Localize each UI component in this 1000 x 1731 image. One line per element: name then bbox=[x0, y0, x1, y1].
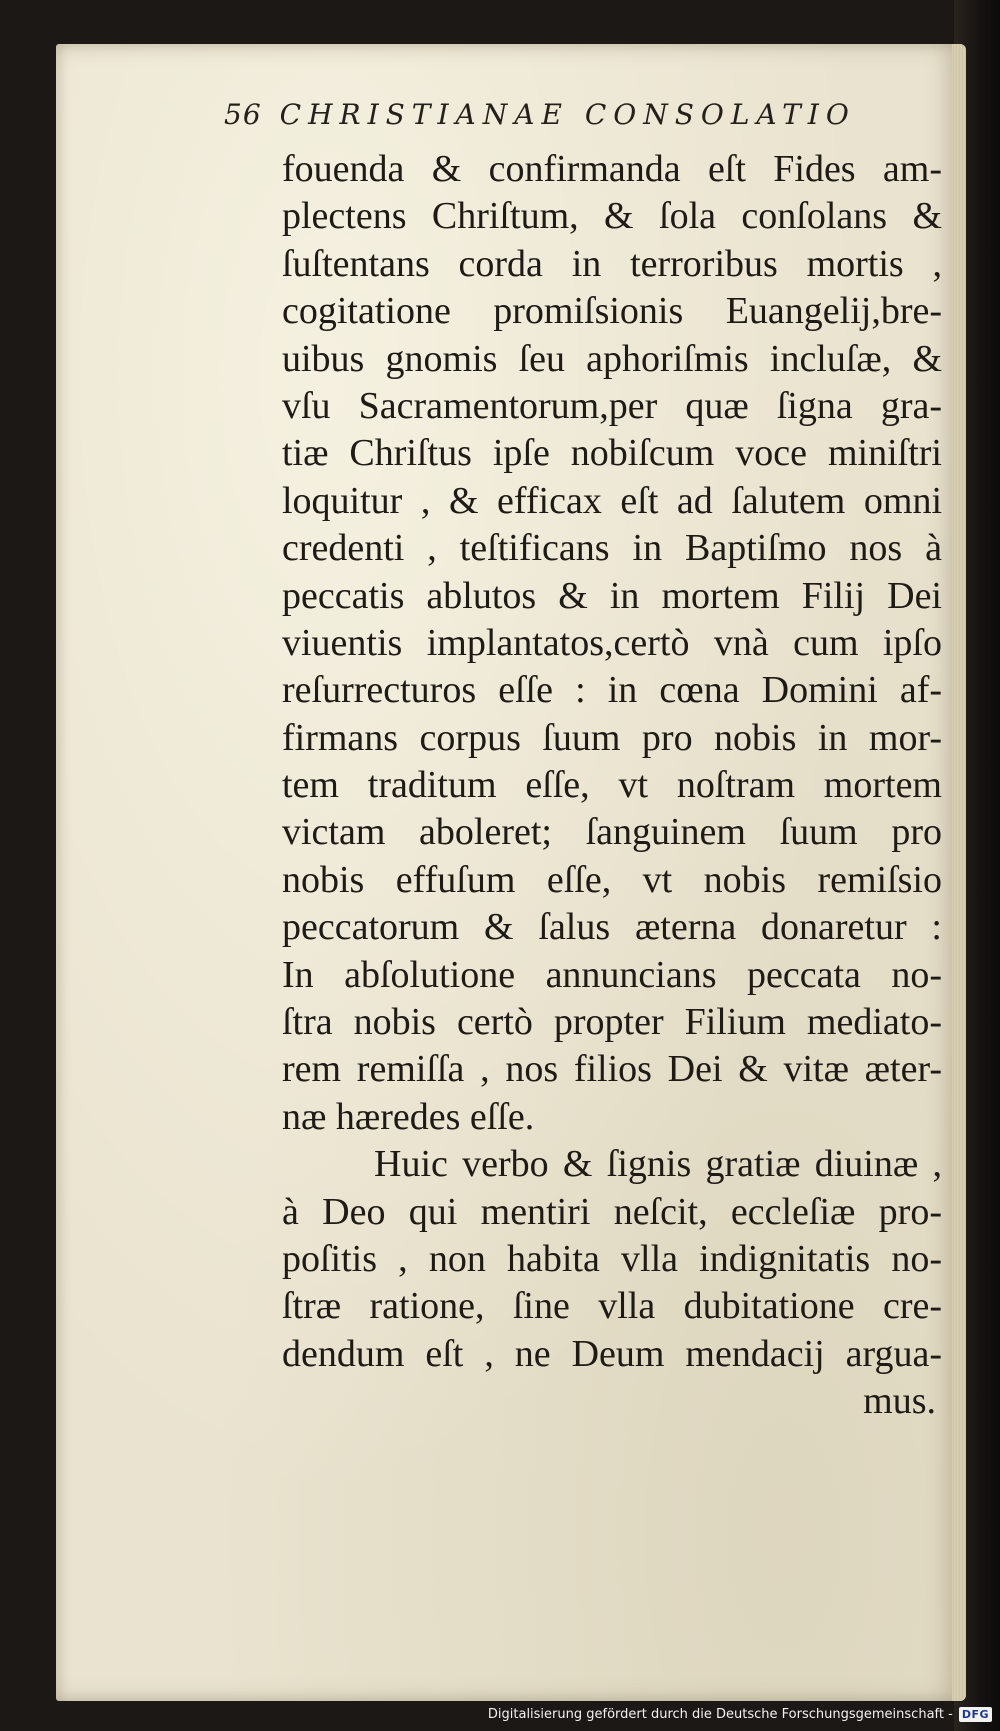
dfg-logo: DFG bbox=[959, 1707, 992, 1722]
text-line: firmans corpus ſuum pro nobis in mor- bbox=[282, 716, 942, 759]
text-line: poſitis , non habita vlla indignitatis no- bbox=[282, 1237, 942, 1280]
footer-credit: Digitalisierung gefördert durch die Deutsche Forschungsgemeinschaft - bbox=[487, 1706, 953, 1722]
text-line: næ hæredes eſſe. bbox=[282, 1095, 535, 1138]
text-line: victam aboleret; ſanguinem ſuum pro bbox=[282, 811, 942, 854]
digitization-footer bbox=[488, 1703, 992, 1725]
page-number: 56 bbox=[224, 98, 262, 131]
text-line: ſtra nobis certò propter Filium mediato- bbox=[282, 1001, 942, 1044]
text-line: tem traditum eſſe, vt noſtram mortem bbox=[282, 764, 942, 807]
text-line: tiæ Chriſtus ipſe nobiſcum voce miniſtri bbox=[282, 432, 942, 475]
text-line: rem remiſſa , nos filios Dei & vitæ æter- bbox=[282, 1048, 942, 1091]
text-line: viuentis implantatos,certò vnà cum ipſo bbox=[282, 621, 942, 664]
text-line: ſtræ ratione, ſine vlla dubitatione cre- bbox=[282, 1285, 942, 1328]
text-line: reſurrecturos eſſe : in cœna Domini af- bbox=[282, 669, 942, 712]
text-line: loquitur , & efficax eſt ad ſalutem omni bbox=[282, 479, 942, 522]
text-line: vſu Sacramentorum,per quæ ſigna gra- bbox=[282, 384, 942, 427]
text-line: peccatorum & ſalus æterna donaretur : bbox=[282, 906, 942, 949]
body-text bbox=[282, 146, 942, 1426]
catchword: mus. bbox=[863, 1380, 936, 1423]
text-line: nobis effuſum eſſe, vt nobis remiſsio bbox=[282, 858, 942, 901]
text-line: In abſolutione annuncians peccata no- bbox=[282, 953, 942, 996]
text-line: cogitatione promiſsionis Euangelij,bre- bbox=[282, 290, 942, 333]
text-line: peccatis ablutos & in mortem Filij Dei bbox=[282, 574, 942, 617]
text-line: uibus gnomis ſeu aphoriſmis incluſæ, & bbox=[282, 337, 942, 380]
text-line: Huic verbo & ſignis gratiæ diuinæ , bbox=[374, 1143, 942, 1186]
text-line: plectens Chriſtum, & ſola conſolans & bbox=[282, 195, 942, 238]
text-line: dendum eſt , ne Deum mendacij argua- bbox=[282, 1332, 942, 1375]
text-line: à Deo qui mentiri neſcit, eccleſiæ pro- bbox=[282, 1190, 942, 1233]
text-line: ſuſtentans corda in terroribus mortis , bbox=[282, 242, 942, 285]
text-line: credenti , teſtificans in Baptiſmo nos à bbox=[282, 527, 942, 570]
page-edges bbox=[952, 44, 966, 1701]
running-head-title: CHRISTIANAE CONSOLATIO bbox=[279, 98, 856, 131]
running-head bbox=[224, 98, 944, 131]
text-line: fouenda & confirmanda eſt Fides am- bbox=[282, 148, 942, 190]
